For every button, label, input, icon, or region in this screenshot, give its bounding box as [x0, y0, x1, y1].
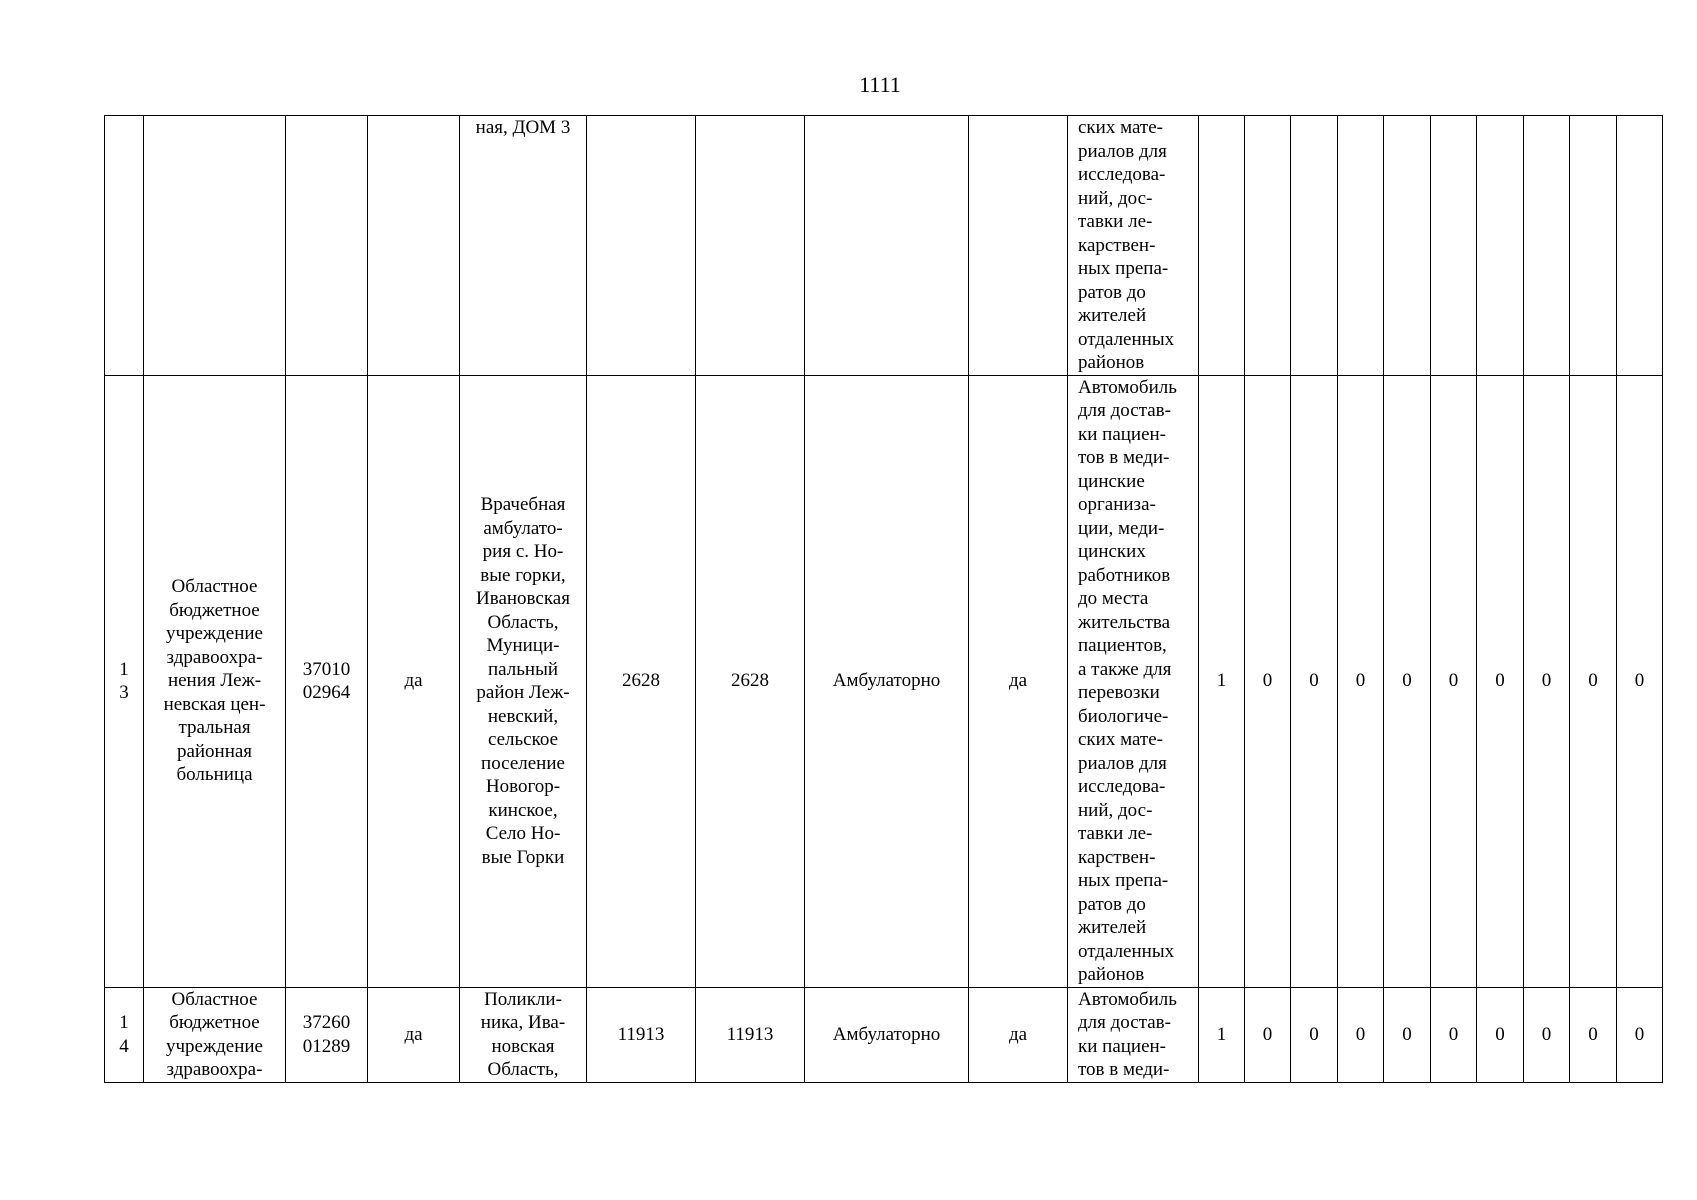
- count-cell: 0: [1431, 987, 1477, 1082]
- code-cell: [286, 116, 368, 376]
- count-cell: 0: [1384, 375, 1431, 987]
- flag-cell: да: [368, 987, 460, 1082]
- value-cell: 11913: [587, 987, 696, 1082]
- count-cell: 0: [1291, 375, 1338, 987]
- count-cell: 0: [1384, 987, 1431, 1082]
- count-cell: 1: [1199, 987, 1245, 1082]
- count-cell: [1291, 116, 1338, 376]
- count-cell: 0: [1477, 987, 1524, 1082]
- table-row: [105, 116, 1663, 376]
- code-cell: 37010 02964: [286, 375, 368, 987]
- value-cell: [587, 116, 696, 376]
- count-cell: 0: [1291, 987, 1338, 1082]
- count-cell: 0: [1245, 375, 1291, 987]
- organization-cell: [144, 116, 286, 376]
- care-type-cell: Амбулаторно: [805, 987, 969, 1082]
- count-cell: 0: [1245, 987, 1291, 1082]
- purpose-cell: Автомобиль для достав- ки пациен- тов в меди- цинские организа- ции, меди- цинских работников до места жительства пациентов, а также для перевозки биологиче- ских мате- риалов для исследова- ний, дос- тавки ле- карствен- ных препа- ратов до жителей отдаленных районов: [1068, 375, 1199, 987]
- count-cell: [1338, 116, 1384, 376]
- value-cell: [696, 116, 805, 376]
- count-cell: 0: [1338, 375, 1384, 987]
- count-cell: [1477, 116, 1524, 376]
- count-cell: 0: [1570, 375, 1617, 987]
- count-cell: 0: [1524, 375, 1570, 987]
- count-cell: 0: [1524, 987, 1570, 1082]
- count-cell: 0: [1617, 375, 1663, 987]
- count-cell: 0: [1570, 987, 1617, 1082]
- count-cell: 0: [1477, 375, 1524, 987]
- count-cell: 0: [1617, 987, 1663, 1082]
- address-cell: Поликли- ника, Ива- новская Область,: [460, 987, 587, 1082]
- flag-cell: да: [368, 375, 460, 987]
- table-row: [105, 375, 1663, 987]
- value-cell: 2628: [587, 375, 696, 987]
- row-number: 1 4: [105, 987, 144, 1082]
- row-number: [105, 116, 144, 376]
- care-type-cell: Амбулаторно: [805, 375, 969, 987]
- count-cell: [1384, 116, 1431, 376]
- page-number: 1111: [859, 72, 901, 97]
- facilities-table: [104, 115, 1663, 1083]
- purpose-cell: ских мате- риалов для исследова- ний, дос- тавки ле- карствен- ных препа- ратов до жителей отдаленных районов: [1068, 116, 1199, 376]
- count-cell: 1: [1199, 375, 1245, 987]
- organization-cell: Областное бюджетное учреждение здравоохра-: [144, 987, 286, 1082]
- table-row: [105, 987, 1663, 1082]
- flag-cell: да: [969, 375, 1068, 987]
- value-cell: 2628: [696, 375, 805, 987]
- purpose-cell: Автомобиль для достав- ки пациен- тов в меди-: [1068, 987, 1199, 1082]
- organization-cell: Областное бюджетное учреждение здравоохра- нения Леж- невская цен- тральная районная больница: [144, 375, 286, 987]
- care-type-cell: [805, 116, 969, 376]
- count-cell: 0: [1338, 987, 1384, 1082]
- count-cell: [1570, 116, 1617, 376]
- flag-cell: да: [969, 987, 1068, 1082]
- flag-cell: [969, 116, 1068, 376]
- count-cell: [1245, 116, 1291, 376]
- code-cell: 37260 01289: [286, 987, 368, 1082]
- value-cell: 11913: [696, 987, 805, 1082]
- count-cell: [1199, 116, 1245, 376]
- count-cell: [1617, 116, 1663, 376]
- count-cell: [1431, 116, 1477, 376]
- count-cell: [1524, 116, 1570, 376]
- address-cell: ная, ДОМ 3: [460, 116, 587, 376]
- count-cell: 0: [1431, 375, 1477, 987]
- flag-cell: [368, 116, 460, 376]
- address-cell: Врачебная амбулато- рия с. Но- вые горки, Ивановская Область, Муници- пальный район Леж- невский, сельское поселение Новогор- кинское, Село Но- вые Горки: [460, 375, 587, 987]
- row-number: 1 3: [105, 375, 144, 987]
